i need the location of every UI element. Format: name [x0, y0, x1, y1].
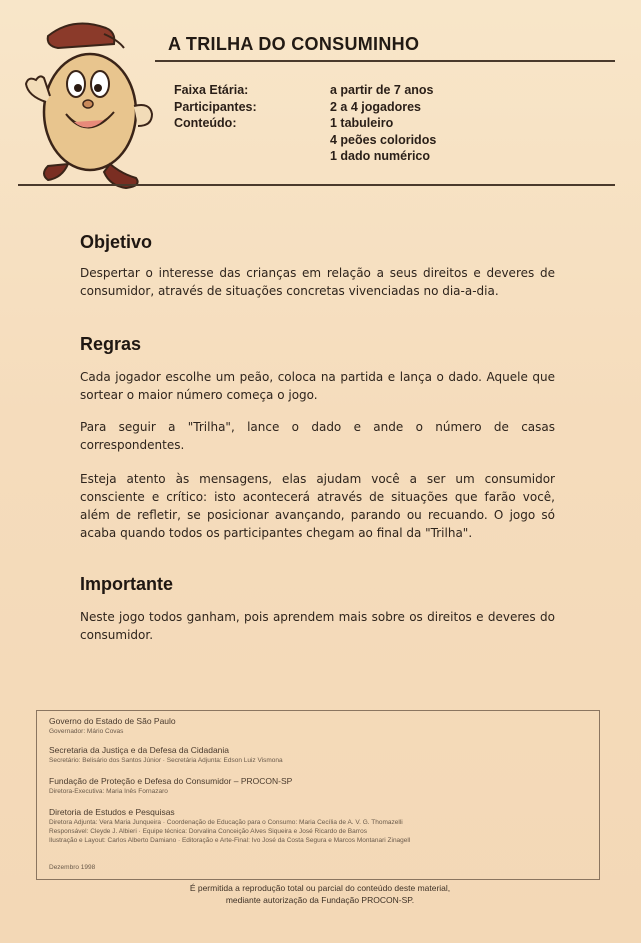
credit-detail: Secretário: Belisário dos Santos Júnior · Secretária Adjunta: Edson Luiz Vismona	[49, 757, 283, 764]
info-value: 1 dado numérico	[330, 149, 431, 163]
page-title: A TRILHA DO CONSUMINHO	[168, 34, 420, 54]
credit-detail: Diretora Adjunta: Vera Maria Junqueira · Coordenação de Educação para o Consumo: Maria Cecília de A. V. G. Thomazelli	[49, 819, 403, 826]
info-value: 4 peões coloridos	[330, 132, 437, 147]
section-title-importante: Importante	[80, 574, 174, 594]
credit-heading: Governo do Estado de São Paulo	[49, 716, 176, 726]
credit-detail: Governador: Mário Covas	[49, 728, 124, 735]
credit-date: Dezembro 1998	[49, 864, 96, 871]
notice-line-2: mediante autorização da Fundação PROCON-SP.	[225, 895, 415, 905]
info-label: Faixa Etária:	[174, 83, 249, 97]
info-row-participants	[174, 99, 530, 116]
objetivo-text: Despertar o interesse das crianças em relação a seus direitos e deveres de consumidor, através de situações concretas vivenciadas no dia-a-dia.	[80, 266, 555, 298]
regras-paragraph-1: Cada jogador escolhe um peão, coloca na partida e lança o dado. Aquele que sortear o maior número começa o jogo.	[80, 370, 555, 402]
info-row-contents-3	[174, 148, 530, 165]
credit-heading: Diretoria de Estudos e Pesquisas	[49, 807, 175, 817]
credit-detail: Diretora-Executiva: Maria Inês Fornazaro	[49, 788, 168, 795]
notice-line-1: É permitida a reprodução total ou parcial do conteúdo deste material,	[189, 883, 451, 893]
info-label: Conteúdo:	[174, 116, 237, 130]
info-value: a partir de 7 anos	[330, 83, 434, 97]
importante-text: Neste jogo todos ganham, pois aprendem mais sobre os direitos e deveres do consumidor.	[80, 610, 555, 642]
section-title-objetivo: Objetivo	[80, 232, 153, 252]
section-title-regras: Regras	[80, 334, 142, 354]
credits-box	[36, 710, 600, 880]
info-label: Participantes:	[174, 99, 257, 114]
credit-block	[49, 776, 292, 796]
info-row-contents	[174, 115, 530, 132]
info-value: 2 a 4 jogadores	[330, 99, 422, 114]
mascot-illustration	[18, 14, 158, 192]
info-row-age	[174, 82, 530, 99]
credit-detail: Responsável: Cleyde J. Albieri · Equipe técnica: Dorvalina Conceição Alves Siqueira e José Ricardo de Barros	[49, 828, 367, 835]
reproduction-notice	[60, 882, 580, 906]
credit-heading: Secretaria da Justiça e da Defesa da Cidadania	[49, 745, 230, 755]
credit-heading: Fundação de Proteção e Defesa do Consumidor – PROCON-SP	[49, 776, 293, 786]
credit-block	[49, 716, 176, 736]
regras-paragraph-2: Para seguir a "Trilha", lance o dado e ande o número de casas correspondentes.	[80, 420, 555, 452]
game-info	[174, 82, 530, 165]
credit-detail: Ilustração e Layout: Carlos Alberto Damiano · Editoração e Arte-Final: Ivo José da Costa Segura e Marcos Montanari Zinagell	[49, 837, 411, 844]
info-row-contents-2	[174, 132, 530, 149]
credit-block	[49, 807, 589, 845]
regras-paragraph-3: Esteja atento às mensagens, elas ajudam você a ser um consumidor consciente e crítico: isto acontecerá através de situações que farão você, além de refletir, se posicionar avançando, parando ou recuando. O jogo só acaba quando todos os participantes chegam ao final da "Trilha".	[80, 472, 555, 540]
info-value: 1 tabuleiro	[330, 116, 394, 130]
credit-block	[49, 745, 283, 765]
title-divider	[155, 60, 615, 62]
header-divider	[18, 184, 615, 186]
